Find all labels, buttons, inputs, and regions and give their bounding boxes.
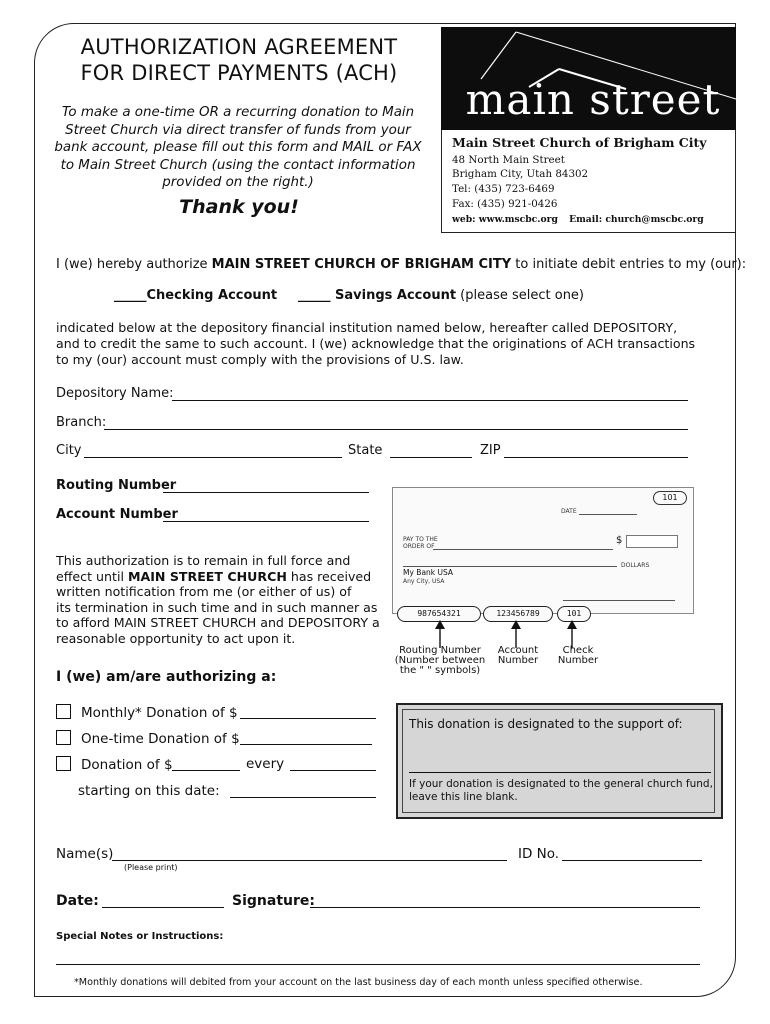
monthly-amount-field[interactable] xyxy=(240,718,376,719)
check-routing-digits: 987654321 xyxy=(397,606,481,622)
onetime-label: One-time Donation of $ xyxy=(81,731,240,747)
designation-heading: This donation is designated to the support of: xyxy=(409,717,683,731)
savings-account-label: _____ Savings Account xyxy=(298,288,457,303)
check-date-line xyxy=(579,514,637,515)
onetime-amount-field[interactable] xyxy=(240,744,372,745)
checking-account-option[interactable]: _____Checking Account xyxy=(114,288,278,303)
frequency-field[interactable] xyxy=(290,770,376,771)
routing-number-caption xyxy=(390,646,490,676)
account-caption-line: Number xyxy=(497,655,539,666)
id-number-field[interactable] xyxy=(562,860,702,861)
designation-box xyxy=(396,703,723,819)
account-caption-line: Account xyxy=(497,645,539,656)
check-bank-city: Any City, USA xyxy=(403,578,445,585)
savings-account-option[interactable] xyxy=(298,287,584,304)
intro-text xyxy=(36,104,440,192)
check-dollars-label: DOLLARS xyxy=(621,562,650,569)
recurring-label: Donation of $ xyxy=(81,757,173,773)
please-print-note: (Please print) xyxy=(124,863,178,872)
routing-number-label: Routing Number xyxy=(56,478,177,493)
routing-caption-line: the " " symbols) xyxy=(399,665,481,676)
starting-date-label: starting on this date: xyxy=(78,783,220,799)
intro-line: To make a one-time OR a recurring donation to Main xyxy=(61,105,415,120)
church-address-2: Brigham City, Utah 84302 xyxy=(452,168,589,180)
designation-inner xyxy=(402,709,715,813)
city-field[interactable] xyxy=(84,457,342,458)
names-field[interactable] xyxy=(112,860,507,861)
recurring-donation-option xyxy=(56,756,173,773)
date-field[interactable] xyxy=(102,907,224,908)
city-label: City xyxy=(56,443,82,458)
church-tel: Tel: (435) 723-6469 xyxy=(452,183,555,195)
sample-check-image xyxy=(392,487,694,618)
check-written-amount-line xyxy=(403,566,617,567)
church-address-1: 48 North Main Street xyxy=(452,154,565,166)
routing-number-field[interactable] xyxy=(163,492,369,493)
branch-label: Branch: xyxy=(56,415,107,430)
authorize-suffix: to initiate debit entries to my (our): xyxy=(511,257,747,272)
authorize-church: MAIN STREET CHURCH OF BRIGHAM CITY xyxy=(211,257,512,272)
signature-label: Signature: xyxy=(232,893,315,909)
church-email: Email: church@mscbc.org xyxy=(569,214,704,225)
terms-line: its termination in such time and in such manner as xyxy=(56,599,378,615)
terms-line-start: effect until xyxy=(56,568,128,584)
check-bank-name: My Bank USA xyxy=(403,568,454,577)
check-dollar-sign: $ xyxy=(616,535,623,546)
starting-date-field[interactable] xyxy=(230,797,376,798)
monthly-label: Monthly* Donation of $ xyxy=(81,705,238,721)
onetime-checkbox[interactable] xyxy=(56,730,71,745)
terms-paragraph xyxy=(56,553,380,646)
check-date-label: DATE xyxy=(561,508,577,515)
church-contact-info xyxy=(441,130,736,233)
select-one-note: (please select one) xyxy=(456,288,585,303)
check-number-top: 101 xyxy=(653,491,687,505)
check-caption-line: Number xyxy=(557,655,599,666)
check-number-caption xyxy=(550,646,606,666)
routing-caption-line: (Number between xyxy=(394,655,486,666)
check-amount-box xyxy=(626,535,678,548)
intro-line: to Main Street Church (using the contact information xyxy=(60,157,416,173)
terms-line: reasonable opportunity to act upon it. xyxy=(56,630,296,646)
authorizing-heading: I (we) am/are authorizing a: xyxy=(56,669,277,685)
account-number-field[interactable] xyxy=(163,521,369,522)
state-label: State xyxy=(348,443,383,458)
designation-field[interactable] xyxy=(409,772,711,773)
intro-line: bank account, please fill out this form and MAIL or FAX xyxy=(54,140,422,155)
indicated-paragraph xyxy=(56,320,695,368)
authorize-sentence xyxy=(56,256,746,273)
special-notes-label: Special Notes or Instructions: xyxy=(56,931,224,942)
footnote: *Monthly donations will debited from your account on the last business day of each month unless specified otherwise. xyxy=(74,977,643,988)
terms-line: This authorization is to remain in full force and xyxy=(56,553,351,568)
monthly-donation-option xyxy=(56,704,238,721)
names-label: Name(s) xyxy=(56,846,114,862)
terms-church-name: MAIN STREET CHURCH xyxy=(127,568,287,584)
recurring-checkbox[interactable] xyxy=(56,756,71,771)
recurring-amount-field[interactable] xyxy=(172,770,240,771)
account-number-label: Account Number xyxy=(56,507,178,522)
designation-note-line: If your donation is designated to the general church fund, xyxy=(409,778,713,790)
signature-field[interactable] xyxy=(310,907,700,908)
check-account-digits: 123456789 xyxy=(483,606,553,622)
title-line-2: FOR DIRECT PAYMENTS (ACH) xyxy=(80,61,398,85)
monthly-checkbox[interactable] xyxy=(56,704,71,719)
church-web-email xyxy=(452,214,704,225)
designation-note-line: leave this line blank. xyxy=(409,791,518,803)
branch-field[interactable] xyxy=(104,429,688,430)
form-title xyxy=(40,34,438,86)
check-check-digits: 101 xyxy=(557,606,591,622)
check-signature-line xyxy=(563,600,675,601)
zip-label: ZIP xyxy=(480,443,501,458)
routing-caption-line: Routing Number xyxy=(399,645,481,656)
state-field[interactable] xyxy=(390,457,472,458)
check-caption-line: Check xyxy=(562,645,594,656)
title-line-1: AUTHORIZATION AGREEMENT xyxy=(80,35,398,59)
terms-line xyxy=(56,569,380,585)
church-logo xyxy=(441,27,736,130)
check-order-of: ORDER OF xyxy=(403,543,435,550)
special-notes-field[interactable] xyxy=(56,964,700,965)
authorize-prefix: I (we) hereby authorize xyxy=(56,257,212,272)
account-number-caption xyxy=(490,646,546,666)
every-label: every xyxy=(246,756,285,772)
indicated-line: and to credit the same to such account. I (we) acknowledge that the originations of ACH transactions xyxy=(56,336,696,351)
intro-line: provided on the right.) xyxy=(162,175,314,190)
terms-line: to afford MAIN STREET CHURCH and DEPOSITORY a xyxy=(56,615,380,630)
logo-wordmark: main street xyxy=(465,75,721,124)
check-payee-line xyxy=(433,549,613,550)
intro-line: Street Church via direct transfer of funds from your xyxy=(65,122,411,138)
church-name: Main Street Church of Brigham City xyxy=(452,135,707,150)
designation-note xyxy=(409,778,713,804)
terms-line-end: has received xyxy=(286,568,372,584)
thank-you-text: Thank you! xyxy=(179,196,299,218)
indicated-line: indicated below at the depository financial institution named below, hereafter called DEPOSITORY, xyxy=(56,320,678,335)
indicated-line: to my (our) account must comply with the provisions of U.S. law. xyxy=(56,352,464,367)
church-web: web: www.mscbc.org xyxy=(452,214,558,225)
id-number-label: ID No. xyxy=(518,846,560,862)
zip-field[interactable] xyxy=(504,457,688,458)
date-label: Date: xyxy=(56,893,99,909)
church-fax: Fax: (435) 921-0426 xyxy=(452,198,558,210)
terms-line: written notification from me (or either of us) of xyxy=(56,584,352,599)
depository-name-field[interactable] xyxy=(172,400,688,401)
depository-name-label: Depository Name: xyxy=(56,386,174,401)
check-pay-to: PAY TO THE xyxy=(403,536,438,543)
onetime-donation-option xyxy=(56,730,240,747)
